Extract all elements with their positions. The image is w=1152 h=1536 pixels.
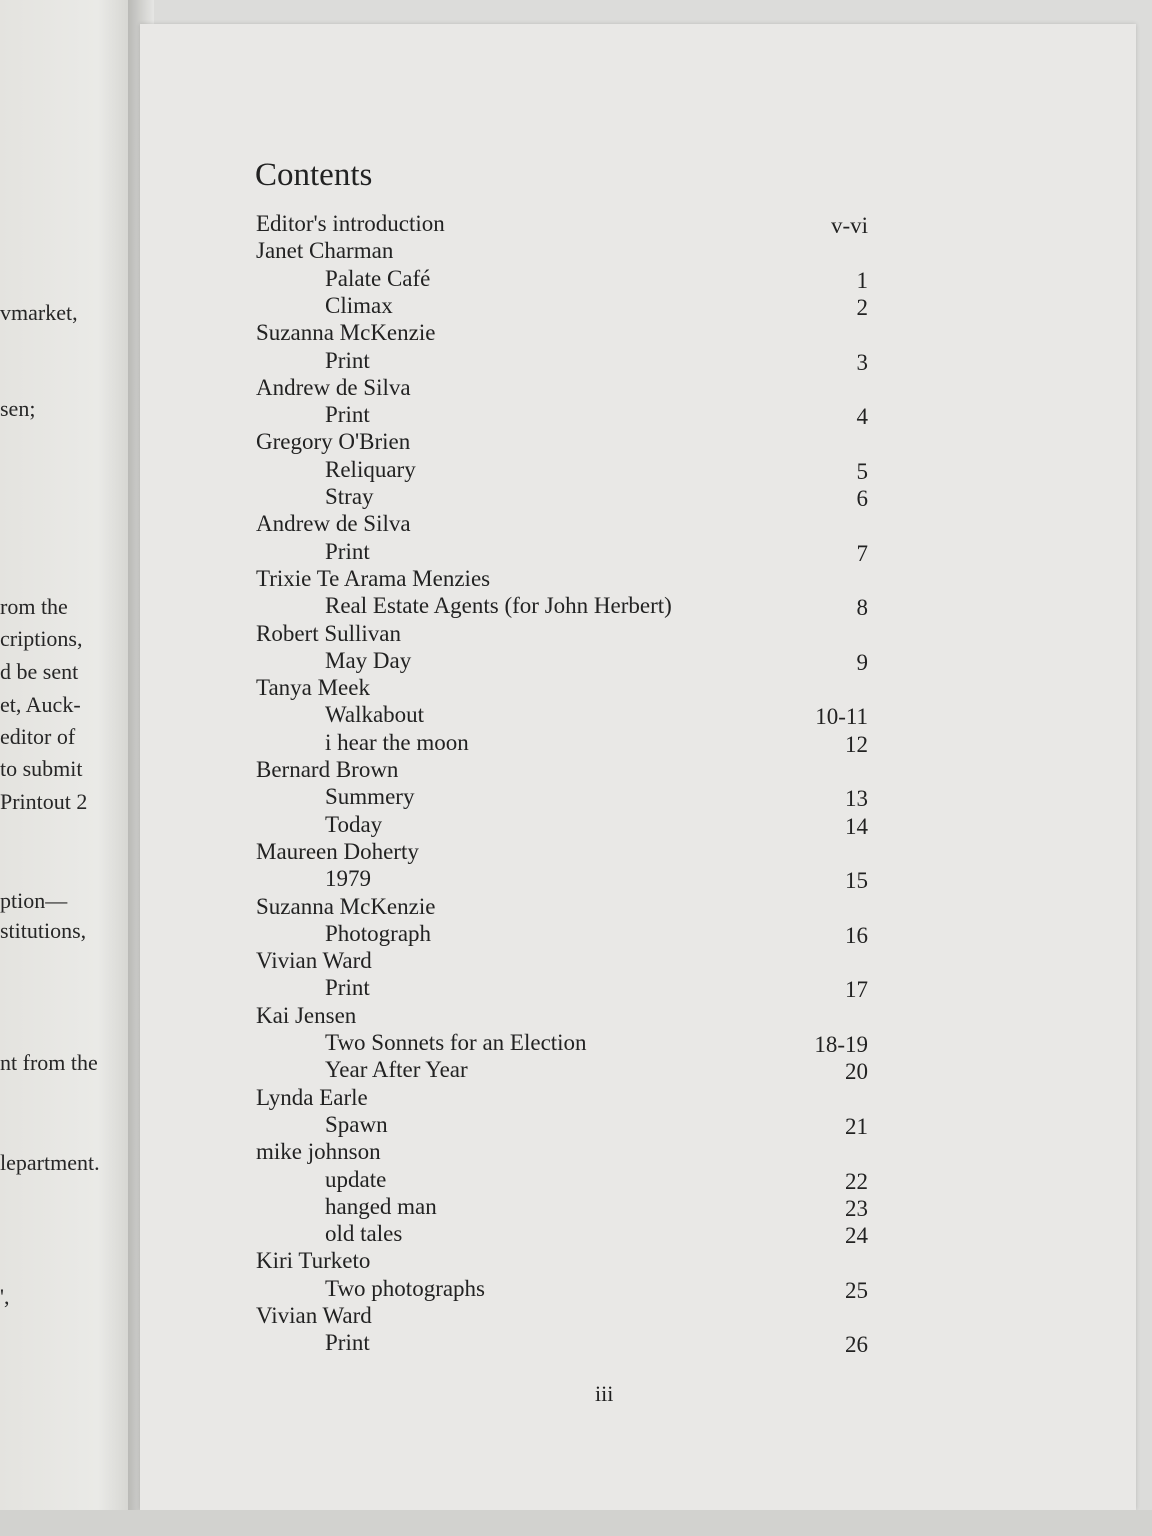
contents-work-title: old tales <box>325 1221 403 1246</box>
contents-work-title: Print <box>325 1330 370 1355</box>
contents-work-title: Walkabout <box>325 702 425 727</box>
contents-author-name: Vivian Ward <box>256 948 372 973</box>
facing-page-text-fragment: criptions, <box>0 626 83 651</box>
page-title: Contents <box>255 157 373 193</box>
table-surface <box>0 1510 1152 1536</box>
contents-page-ref: 2 <box>856 295 868 320</box>
contents-author-name: Bernard Brown <box>256 757 399 782</box>
contents-page-ref: 6 <box>856 486 868 511</box>
contents-author-name: Trixie Te Arama Menzies <box>256 566 491 591</box>
contents-page-ref: 14 <box>845 814 868 839</box>
contents-work-title: Palate Café <box>325 266 431 291</box>
facing-page-text-fragment: nt from the <box>0 1050 98 1075</box>
contents-page-ref: 17 <box>845 977 868 1002</box>
contents-page-ref: 12 <box>845 732 868 757</box>
contents-work-title: Spawn <box>325 1112 388 1137</box>
contents-author-name: Andrew de Silva <box>256 511 411 536</box>
contents-work-title: Summery <box>325 784 415 809</box>
contents-work-title: Photograph <box>325 921 432 946</box>
facing-page <box>0 0 140 1536</box>
facing-page-text-fragment: ption— <box>0 888 68 913</box>
facing-page-text-fragment: et, Auck- <box>0 692 81 717</box>
contents-author-name: Janet Charman <box>256 238 394 263</box>
contents-page-ref: 1 <box>856 268 868 293</box>
contents-work-title: Climax <box>325 293 393 318</box>
page-number: iii <box>595 1381 614 1406</box>
contents-page-ref: 18-19 <box>814 1032 868 1057</box>
contents-page-ref: v-vi <box>830 213 868 238</box>
contents-author-name: Tanya Meek <box>256 675 370 700</box>
contents-work-title: 1979 <box>325 866 371 891</box>
contents-page-ref: 23 <box>845 1196 868 1221</box>
contents-author-name: Gregory O'Brien <box>256 429 411 454</box>
facing-page-text-fragment: lepartment. <box>0 1150 100 1175</box>
contents-work-title: Stray <box>325 484 374 509</box>
contents-work-title: Real Estate Agents (for John Herbert) <box>325 593 672 618</box>
contents-work-title: Print <box>325 348 370 373</box>
contents-author-name: Maureen Doherty <box>256 839 419 864</box>
facing-page-text-fragment: sen; <box>0 396 36 421</box>
contents-author-name: Robert Sullivan <box>256 621 402 646</box>
contents-work-title: Two photographs <box>325 1276 486 1301</box>
contents-work-title: Print <box>325 402 370 427</box>
contents-author-name: Kai Jensen <box>256 1003 357 1028</box>
facing-page-text-fragment: stitutions, <box>0 918 87 943</box>
contents-work-title: i hear the moon <box>325 730 469 755</box>
contents-author-name: Vivian Ward <box>256 1303 372 1328</box>
contents-page-ref: 9 <box>856 650 868 675</box>
contents-work-title: Print <box>325 539 370 564</box>
contents-work-title: Print <box>325 975 370 1000</box>
facing-page-text-fragment: d be sent <box>0 659 79 684</box>
facing-page-text-fragment: Printout 2 <box>0 789 88 814</box>
contents-work-title: Year After Year <box>325 1057 468 1082</box>
contents-author-name: Suzanna McKenzie <box>256 320 436 345</box>
contents-page-ref: 24 <box>845 1223 868 1248</box>
contents-author-name: Suzanna McKenzie <box>256 894 436 919</box>
contents-work-title: May Day <box>325 648 412 673</box>
contents-work-title: Reliquary <box>325 457 416 482</box>
contents-author-name: Lynda Earle <box>256 1085 368 1110</box>
contents-work-title: Two Sonnets for an Election <box>325 1030 587 1055</box>
contents-page <box>140 24 1136 1510</box>
contents-work-title: update <box>325 1167 387 1192</box>
contents-page-ref: 25 <box>845 1278 868 1303</box>
facing-page-text-fragment: to submit <box>0 756 83 781</box>
contents-page-ref: 7 <box>856 541 868 566</box>
contents-author-name: Kiri Turketo <box>256 1248 371 1273</box>
contents-page-ref: 13 <box>845 786 868 811</box>
contents-author-name: Andrew de Silva <box>256 375 411 400</box>
facing-page-text-fragment: ', <box>0 1284 10 1309</box>
contents-page-ref: 15 <box>845 868 868 893</box>
facing-page-text-fragment: rom the <box>0 594 68 619</box>
contents-page-ref: 20 <box>845 1059 868 1084</box>
contents-page-ref: 22 <box>845 1169 868 1194</box>
contents-page-ref: 21 <box>845 1114 868 1139</box>
facing-page-text-fragment: editor of <box>0 724 76 749</box>
contents-page-ref: 26 <box>845 1332 868 1357</box>
contents-page-ref: 10-11 <box>815 704 868 729</box>
contents-page-ref: 4 <box>856 404 868 429</box>
contents-author-name: mike johnson <box>256 1139 381 1164</box>
contents-author-name: Editor's introduction <box>256 211 445 236</box>
contents-page-ref: 8 <box>856 595 868 620</box>
contents-page-ref: 16 <box>845 923 868 948</box>
contents-page-ref: 3 <box>856 350 868 375</box>
facing-page-text-fragment: vmarket, <box>0 300 78 325</box>
contents-work-title: hanged man <box>325 1194 437 1219</box>
contents-page-ref: 5 <box>856 459 868 484</box>
contents-work-title: Today <box>325 812 383 837</box>
